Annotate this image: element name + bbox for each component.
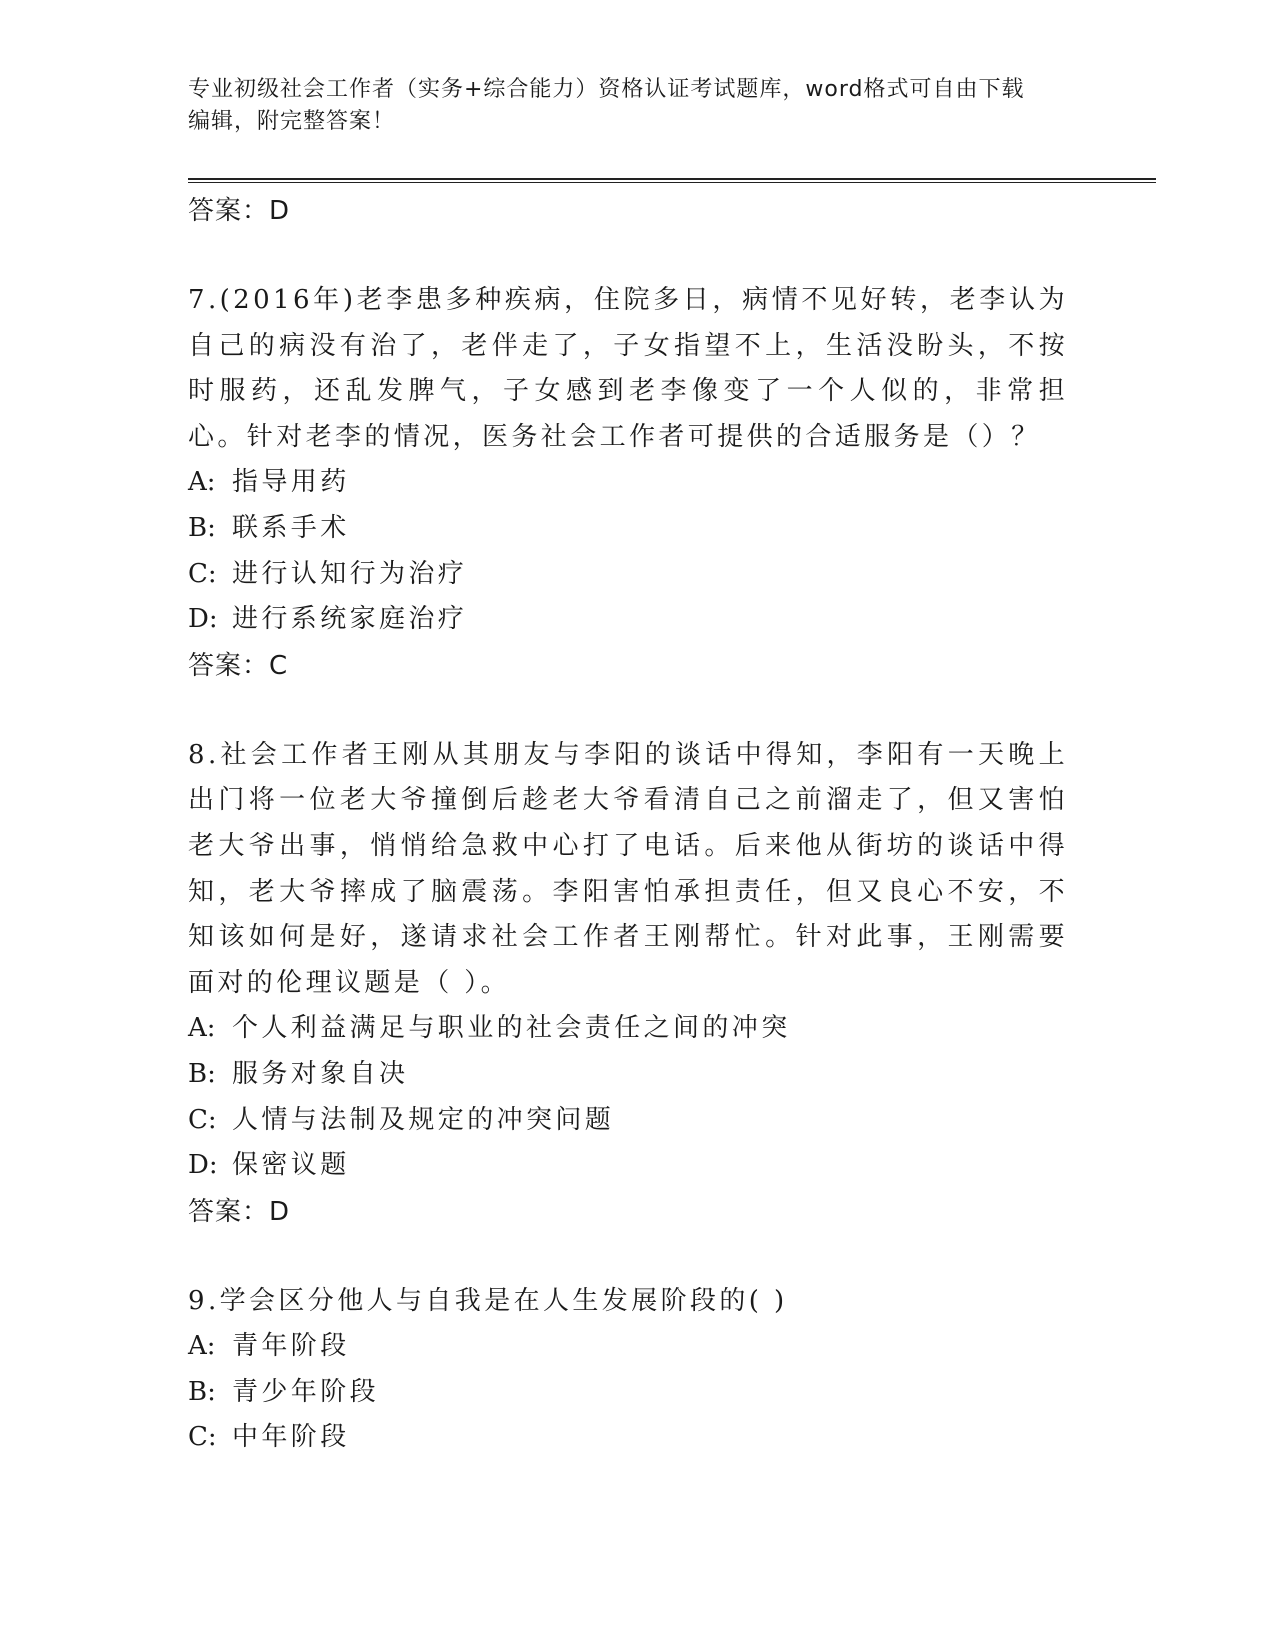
option-letter: A: (188, 467, 216, 498)
option-b (188, 1370, 1068, 1416)
option-letter: B: (188, 512, 216, 543)
option-text: 服务对象自决 (232, 1058, 409, 1089)
header-rule-thick (188, 178, 1156, 180)
option-letter: C: (188, 558, 217, 589)
question-answer: 答案：D (188, 1196, 291, 1227)
question-text: 9.学会区分他人与自我是在人生发展阶段的( ) (188, 1285, 788, 1316)
previous-answer: 答案：D (188, 196, 291, 226)
option-text: 青年阶段 (232, 1331, 350, 1362)
question-text: 8.社会工作者王刚从其朋友与李阳的谈话中得知，李阳有一天晚上出门将一位老大爷撞倒后趁老大爷看清自己之前溜走了，但又害怕老大爷出事，悄悄给急救中心打了电话。后来他从街坊的谈话中得知，老大爷摔成了脑震荡。李阳害怕承担责任，但又良心不安，不知该如何是好，遂请求社会工作者王刚帮忙。针对此事，王刚需要面对的伦理议题是（ ）。 (188, 739, 1068, 998)
option-a (188, 1006, 1068, 1052)
question-text: 7.(2016年)老李患多种疾病，住院多日，病情不见好转，老李认为自己的病没有治了，老伴走了，子女指望不上，生活没盼头，不按时服药，还乱发脾气，子女感到老李像变了一个人似的，非常担心。针对老李的情况，医务社会工作者可提供的合适服务是（）？ (188, 285, 1068, 452)
option-text: 指导用药 (232, 467, 350, 498)
option-text: 联系手术 (232, 512, 350, 543)
question-answer: 答案：C (188, 650, 289, 681)
option-d (188, 1143, 1068, 1189)
option-b (188, 1052, 1068, 1098)
option-letter: D: (188, 604, 218, 635)
option-letter: B: (188, 1058, 216, 1089)
option-text: 保密议题 (232, 1150, 350, 1181)
question-9 (188, 1279, 1068, 1461)
option-d (188, 597, 1068, 643)
option-c (188, 552, 1068, 598)
option-c (188, 1415, 1068, 1461)
header-line-2: 编辑，附完整答案！ (188, 109, 396, 134)
option-letter: C: (188, 1104, 217, 1135)
option-letter: D: (188, 1150, 218, 1181)
document-body (188, 188, 1068, 1461)
option-text: 中年阶段 (232, 1422, 350, 1453)
option-c (188, 1098, 1068, 1144)
option-a (188, 1324, 1068, 1370)
option-text: 进行系统家庭治疗 (232, 604, 468, 635)
document-header (188, 74, 1088, 138)
option-a (188, 460, 1068, 506)
option-b (188, 506, 1068, 552)
option-letter: B: (188, 1376, 216, 1407)
option-letter: A: (188, 1331, 216, 1362)
option-text: 青少年阶段 (232, 1376, 380, 1407)
option-text: 个人利益满足与职业的社会责任之间的冲突 (232, 1013, 791, 1044)
option-letter: A: (188, 1013, 216, 1044)
question-8 (188, 733, 1068, 1235)
question-7 (188, 278, 1068, 689)
option-text: 人情与法制及规定的冲突问题 (232, 1104, 615, 1135)
header-rule-thin (188, 182, 1156, 183)
header-line-1: 专业初级社会工作者（实务+综合能力）资格认证考试题库，word格式可自由下载 (188, 77, 1025, 102)
option-text: 进行认知行为治疗 (232, 558, 468, 589)
option-letter: C: (188, 1422, 217, 1453)
